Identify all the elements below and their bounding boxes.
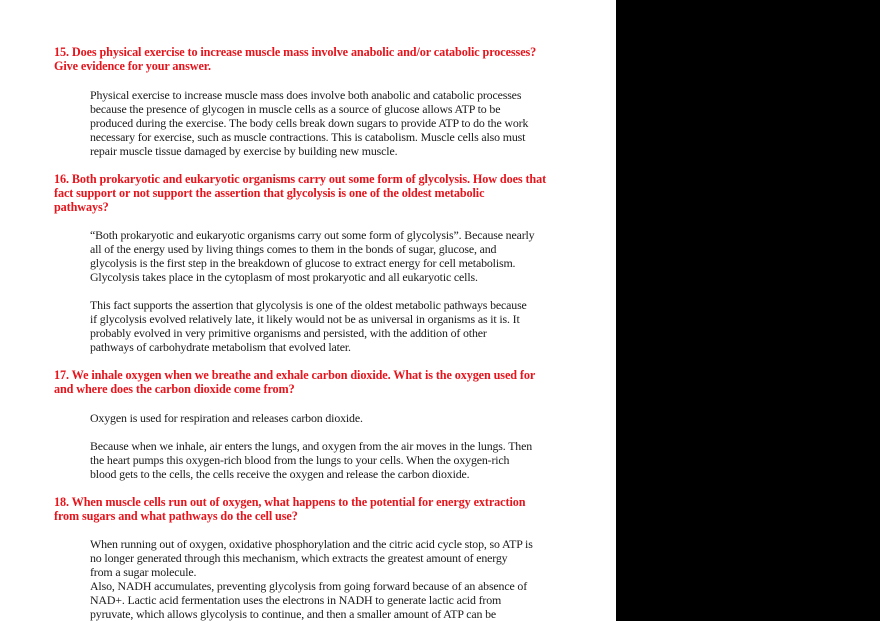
question-17 — [54, 368, 594, 396]
answer-15 — [90, 88, 590, 158]
answer-line: because the presence of glycogen in muscle cells as a source of glucose allows ATP to be — [90, 102, 501, 116]
answer-line: Physical exercise to increase muscle mass does involve both anabolic and catabolic processes — [90, 88, 522, 102]
answer-line: all of the energy used by living things comes to them in the bonds of sugar, glucose, and — [90, 242, 497, 256]
answer-18 — [90, 537, 590, 621]
question-18 — [54, 495, 594, 523]
answer-line: Oxygen is used for respiration and releases carbon dioxide. — [90, 411, 363, 425]
answer-line: NAD+. Lactic acid fermentation uses the electrons in NADH to generate lactic acid from — [90, 593, 502, 607]
answer-line: Glycolysis takes place in the cytoplasm of most prokaryotic and all eukaryotic cells. — [90, 270, 478, 284]
question-line: Give evidence for your answer. — [54, 59, 211, 73]
question-line: 15. Does physical exercise to increase muscle mass involve anabolic and/or catabolic processes? — [54, 45, 537, 59]
answer-line: repair muscle tissue damaged by exercise by building new muscle. — [90, 144, 398, 158]
question-line: from sugars and what pathways do the cell use? — [54, 509, 298, 523]
answer-line: glycolysis is the first step in the breakdown of glucose to extract energy for cell metabolism. — [90, 256, 516, 270]
answer-line: probably evolved in very primitive organisms and persisted, with the addition of other — [90, 326, 487, 340]
answer-line: Also, NADH accumulates, preventing glycolysis from going forward because of an absence of — [90, 579, 528, 593]
answer-17-part-1 — [90, 411, 590, 425]
answer-17-part-2 — [90, 439, 590, 481]
answer-line: necessary for exercise, such as muscle contractions. This is catabolism. Muscle cells also must — [90, 130, 526, 144]
question-16 — [54, 172, 594, 214]
answer-line: the heart pumps this oxygen-rich blood from the lungs to your cells. When the oxygen-rich — [90, 453, 510, 467]
black-margin — [616, 0, 880, 621]
question-15 — [54, 45, 594, 73]
answer-16-part-1 — [90, 228, 590, 284]
answer-line: no longer generated through this mechanism, which extracts the greatest amount of energy — [90, 551, 508, 565]
question-line: 18. When muscle cells run out of oxygen, what happens to the potential for energy extraction — [54, 495, 526, 509]
question-line: fact support or not support the assertion that glycolysis is one of the oldest metabolic — [54, 186, 485, 200]
answer-line: When running out of oxygen, oxidative phosphorylation and the citric acid cycle stop, so ATP is — [90, 537, 533, 551]
answer-line: “Both prokaryotic and eukaryotic organisms carry out some form of glycolysis”. Because nearly — [90, 228, 535, 242]
question-line: 16. Both prokaryotic and eukaryotic organisms carry out some form of glycolysis. How does that — [54, 172, 547, 186]
answer-line: if glycolysis evolved relatively late, it likely would not be as universal in organisms as it is. It — [90, 312, 520, 326]
answer-line: pyruvate, which allows glycolysis to continue, and then a smaller amount of ATP can be — [90, 607, 497, 621]
answer-16-part-2 — [90, 298, 590, 354]
answer-line: blood gets to the cells, the cells receive the oxygen and release the carbon dioxide. — [90, 467, 470, 481]
answer-line: Because when we inhale, air enters the lungs, and oxygen from the air moves in the lungs. Then — [90, 439, 533, 453]
answer-line: produced during the exercise. The body cells break down sugars to provide ATP to do the work — [90, 116, 529, 130]
answer-line: This fact supports the assertion that glycolysis is one of the oldest metabolic pathways because — [90, 298, 527, 312]
answer-line: from a sugar molecule. — [90, 565, 197, 579]
answer-line: pathways of carbohydrate metabolism that evolved later. — [90, 340, 351, 354]
question-line: pathways? — [54, 200, 109, 214]
question-line: 17. We inhale oxygen when we breathe and exhale carbon dioxide. What is the oxygen used for — [54, 368, 536, 382]
question-line: and where does the carbon dioxide come from? — [54, 382, 295, 396]
